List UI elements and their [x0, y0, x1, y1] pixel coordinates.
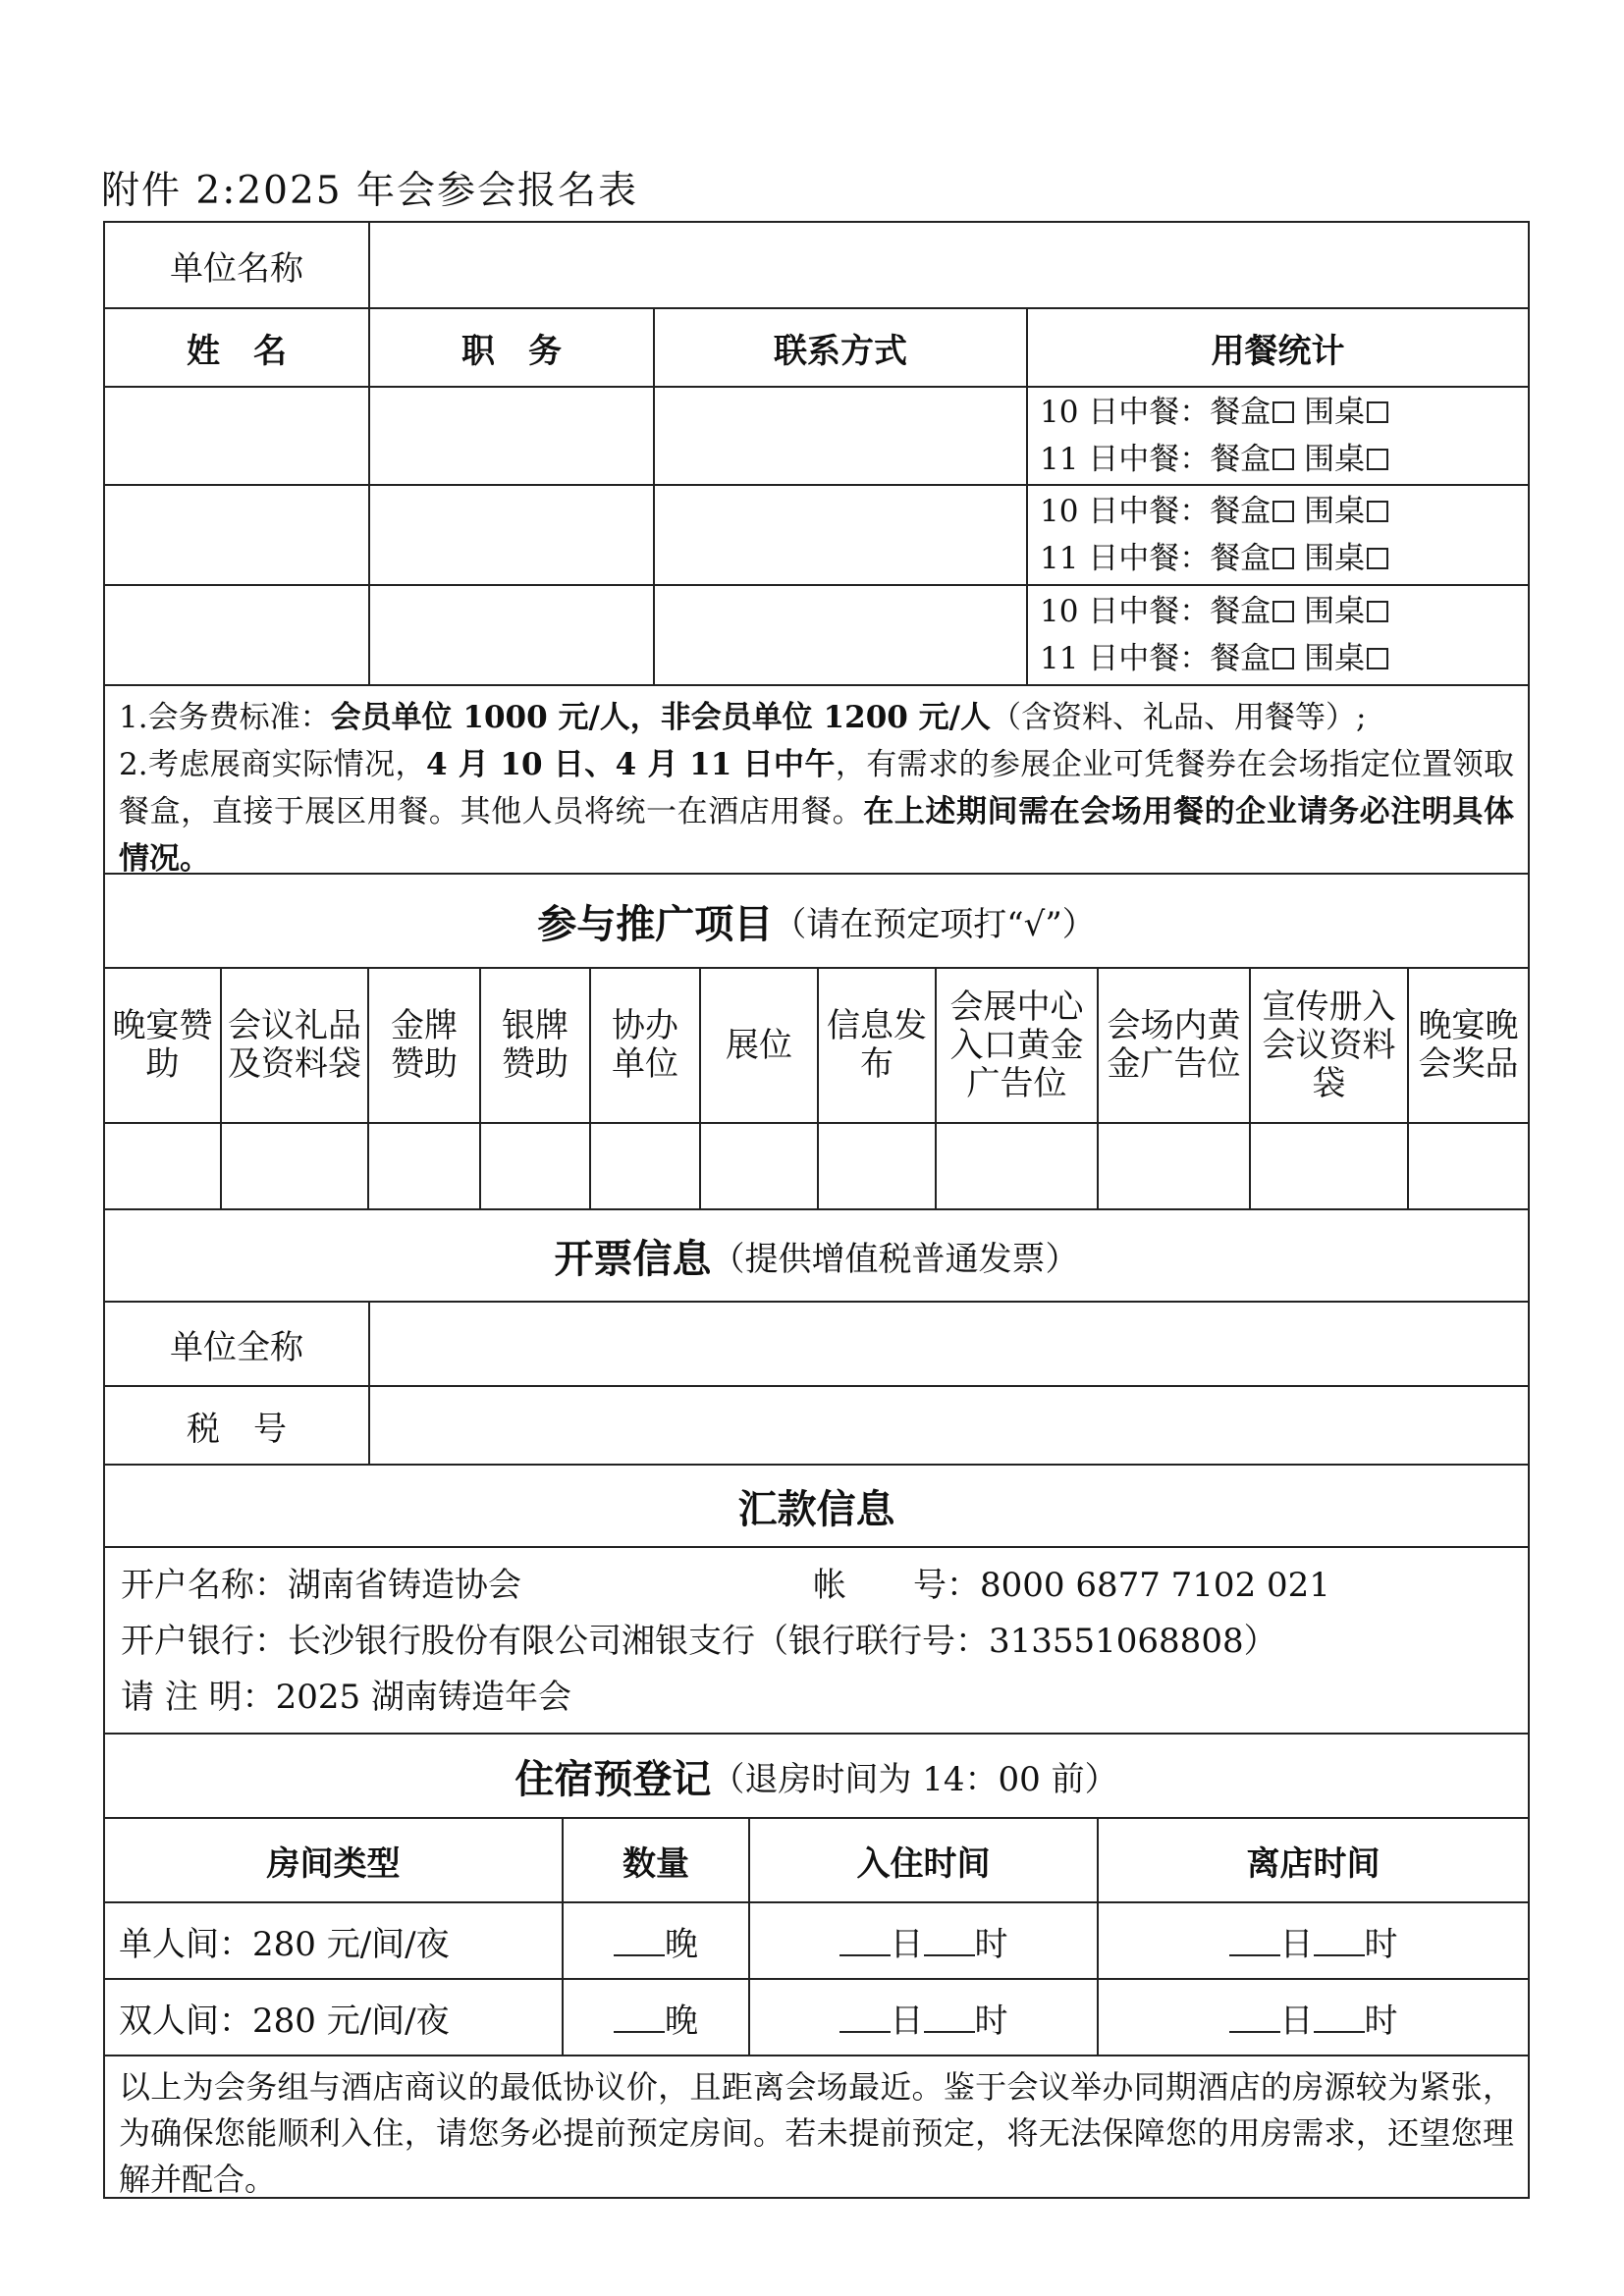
header-meal: 用餐统计 — [1026, 309, 1528, 386]
quantity-field[interactable]: 晚 — [562, 1903, 748, 1978]
check-out-field[interactable]: 日 时 — [1097, 1980, 1528, 2055]
header-position: 职 务 — [368, 309, 653, 386]
attendee-name-field[interactable] — [105, 388, 368, 484]
header-room-type: 房间类型 — [266, 1843, 401, 1884]
day-blank — [1229, 1925, 1280, 1956]
meal-line-day11: 11 日中餐：餐盒 围桌 — [1040, 535, 1388, 582]
attendee-row — [105, 484, 1528, 584]
fee-notes-row — [105, 684, 1528, 877]
header-name: 姓 名 — [187, 331, 287, 371]
table-checkbox-icon[interactable] — [1367, 548, 1388, 569]
promo-check-cell[interactable] — [1407, 1124, 1528, 1208]
header-check-in: 入住时间 — [748, 1819, 1097, 1901]
quantity-blank — [614, 1925, 665, 1956]
accommodation-title: 住宿预登记 （退房时间为 14：00 前） — [514, 1755, 1118, 1802]
unit-name-row — [105, 223, 1528, 307]
account-name-line — [121, 1558, 1512, 1614]
attendee-position-field[interactable] — [368, 486, 653, 584]
check-out-field[interactable]: 日 时 — [1097, 1903, 1528, 1978]
meal-line-day10: 10 日中餐：餐盒 围桌 — [1040, 389, 1388, 436]
meal-options — [1026, 586, 1528, 684]
check-in-field[interactable]: 日 时 — [748, 1903, 1097, 1978]
remittance-info — [105, 1548, 1528, 1733]
promo-item-co-organizer: 协办单位 — [589, 969, 699, 1122]
hour-blank — [924, 1925, 975, 1956]
table-checkbox-icon[interactable] — [1367, 401, 1388, 423]
hour-blank — [924, 2002, 975, 2033]
lunchbox-checkbox-icon[interactable] — [1272, 648, 1294, 669]
lunchbox-checkbox-icon[interactable] — [1272, 501, 1294, 522]
table-checkbox-icon[interactable] — [1367, 449, 1388, 470]
promo-check-cell[interactable] — [589, 1124, 699, 1208]
room-type-double: 双人间：280 元/间/夜 — [119, 2001, 450, 2041]
fee-note-2: 2.考虑展商实际情况，4 月 10 日、4 月 11 日中午，有需求的参展企业可凭餐券在会场指定位置领取餐盒，直接于展区用餐。其他人员将统一在酒店用餐。在上述期间需在会场用餐的企业请务必注明具体情况。 — [119, 747, 1515, 877]
invoice-title-row — [105, 1208, 1528, 1301]
invoice-full-name-label: 单位全称 — [170, 1327, 303, 1367]
unit-name-field[interactable] — [368, 223, 1528, 307]
meal-options — [1026, 388, 1528, 484]
fee-notes — [105, 686, 1528, 877]
table-checkbox-icon[interactable] — [1367, 648, 1388, 669]
invoice-tax-row — [105, 1385, 1528, 1464]
day-blank — [839, 2002, 891, 2033]
promo-item-brochure: 宣传册入会议资料袋 — [1249, 969, 1407, 1122]
registration-form — [103, 221, 1530, 2199]
promo-item-gala-prize: 晚宴晚会奖品 — [1407, 969, 1528, 1122]
header-quantity: 数量 — [562, 1819, 748, 1901]
promo-item-venue-ad: 会场内黄金广告位 — [1097, 969, 1249, 1122]
lunchbox-checkbox-icon[interactable] — [1272, 548, 1294, 569]
promo-item-gold-sponsor: 金牌赞助 — [367, 969, 479, 1122]
account-no-label: 帐 号： — [813, 1566, 980, 1605]
lunchbox-checkbox-icon[interactable] — [1272, 601, 1294, 622]
account-name: 开户名称：湖南省铸造协会 — [121, 1566, 521, 1605]
day-blank — [839, 1925, 891, 1956]
promo-check-cell[interactable] — [935, 1124, 1097, 1208]
promo-item-entrance-ad: 会展中心入口黄金广告位 — [935, 969, 1097, 1122]
promo-item-booth: 展位 — [699, 969, 817, 1122]
remittance-title-row — [105, 1464, 1528, 1546]
header-contact: 联系方式 — [653, 309, 1026, 386]
quantity-blank — [614, 2002, 665, 2033]
invoice-full-name-field[interactable] — [368, 1303, 1528, 1385]
bank-line: 开户银行：长沙银行股份有限公司湘银支行（银行联行号：313551068808） — [121, 1622, 1277, 1661]
promo-item-dinner-sponsor: 晚宴赞助 — [112, 1006, 213, 1084]
remark-line: 请 注 明：2025 湖南铸造年会 — [121, 1678, 571, 1717]
promo-check-cell[interactable] — [817, 1124, 935, 1208]
final-note-row — [105, 2055, 1528, 2197]
promotion-title: 参与推广项目 （请在预定项打“√”） — [537, 900, 1096, 947]
lunchbox-checkbox-icon[interactable] — [1272, 449, 1294, 470]
invoice-tax-no-label: 税 号 — [187, 1409, 287, 1449]
attendee-name-field[interactable] — [105, 486, 368, 584]
promotion-check-row — [105, 1122, 1528, 1208]
promo-check-cell[interactable] — [1249, 1124, 1407, 1208]
attendee-contact-field[interactable] — [653, 388, 1026, 484]
header-check-out: 离店时间 — [1097, 1819, 1528, 1901]
promo-item-silver-sponsor: 银牌赞助 — [479, 969, 589, 1122]
day-blank — [1229, 2002, 1280, 2033]
table-checkbox-icon[interactable] — [1367, 501, 1388, 522]
promo-check-cell[interactable] — [220, 1124, 367, 1208]
meal-line-day11: 11 日中餐：餐盒 围桌 — [1040, 635, 1388, 682]
attendee-header-row — [105, 307, 1528, 386]
table-checkbox-icon[interactable] — [1367, 601, 1388, 622]
promotion-items-row — [105, 967, 1528, 1122]
meal-line-day11: 11 日中餐：餐盒 围桌 — [1040, 436, 1388, 483]
invoice-title: 开票信息 （提供增值税普通发票） — [554, 1235, 1079, 1282]
hour-blank — [1314, 2002, 1365, 2033]
hour-blank — [1314, 1925, 1365, 1956]
attendee-contact-field[interactable] — [653, 586, 1026, 684]
fee-note-1: 1.会务费标准：会员单位 1000 元/人，非会员单位 1200 元/人（含资料、礼品、用餐等）; — [119, 700, 1367, 735]
meal-line-day10: 10 日中餐：餐盒 围桌 — [1040, 588, 1388, 635]
promo-check-cell[interactable] — [699, 1124, 817, 1208]
attendee-row — [105, 386, 1528, 484]
unit-name-label: 单位名称 — [170, 248, 303, 289]
final-note: 以上为会务组与酒店商议的最低协议价，且距离会场最近。鉴于会议举办同期酒店的房源较为紧张，为确保您能顺利入住，请您务必提前预定房间。若未提前预定，将无法保障您的用房需求，还望您理解并配合。 — [119, 2068, 1514, 2198]
lunchbox-checkbox-icon[interactable] — [1272, 401, 1294, 423]
page-title: 附件 2:2025 年会参会报名表 — [101, 169, 638, 213]
promo-item-gift-bag: 会议礼品及资料袋 — [220, 969, 367, 1122]
attendee-position-field[interactable] — [368, 586, 653, 684]
invoice-tax-no-field[interactable] — [368, 1387, 1528, 1464]
accommodation-header-row — [105, 1817, 1528, 1901]
attendee-row — [105, 584, 1528, 684]
promo-check-cell[interactable] — [367, 1124, 479, 1208]
room-row-single — [105, 1901, 1528, 1978]
attendee-contact-field[interactable] — [653, 486, 1026, 584]
attendee-position-field[interactable] — [368, 388, 653, 484]
attendee-name-field[interactable] — [105, 586, 368, 684]
promo-check-cell[interactable] — [479, 1124, 589, 1208]
remittance-title: 汇款信息 — [737, 1485, 895, 1532]
meal-line-day10: 10 日中餐：餐盒 围桌 — [1040, 488, 1388, 535]
room-row-double — [105, 1978, 1528, 2055]
account-no: 8000 6877 7102 021 — [980, 1566, 1330, 1605]
promo-check-cell[interactable] — [1097, 1124, 1249, 1208]
room-type-single: 单人间：280 元/间/夜 — [119, 1924, 450, 1964]
promo-check-cell[interactable] — [105, 1124, 220, 1208]
invoice-name-row — [105, 1301, 1528, 1385]
promotion-title-row — [105, 873, 1528, 967]
promo-item-info-release: 信息发布 — [817, 969, 935, 1122]
check-in-field[interactable]: 日 时 — [748, 1980, 1097, 2055]
quantity-field[interactable]: 晚 — [562, 1980, 748, 2055]
accommodation-title-row — [105, 1733, 1528, 1817]
meal-options — [1026, 486, 1528, 584]
remittance-info-row — [105, 1546, 1528, 1733]
